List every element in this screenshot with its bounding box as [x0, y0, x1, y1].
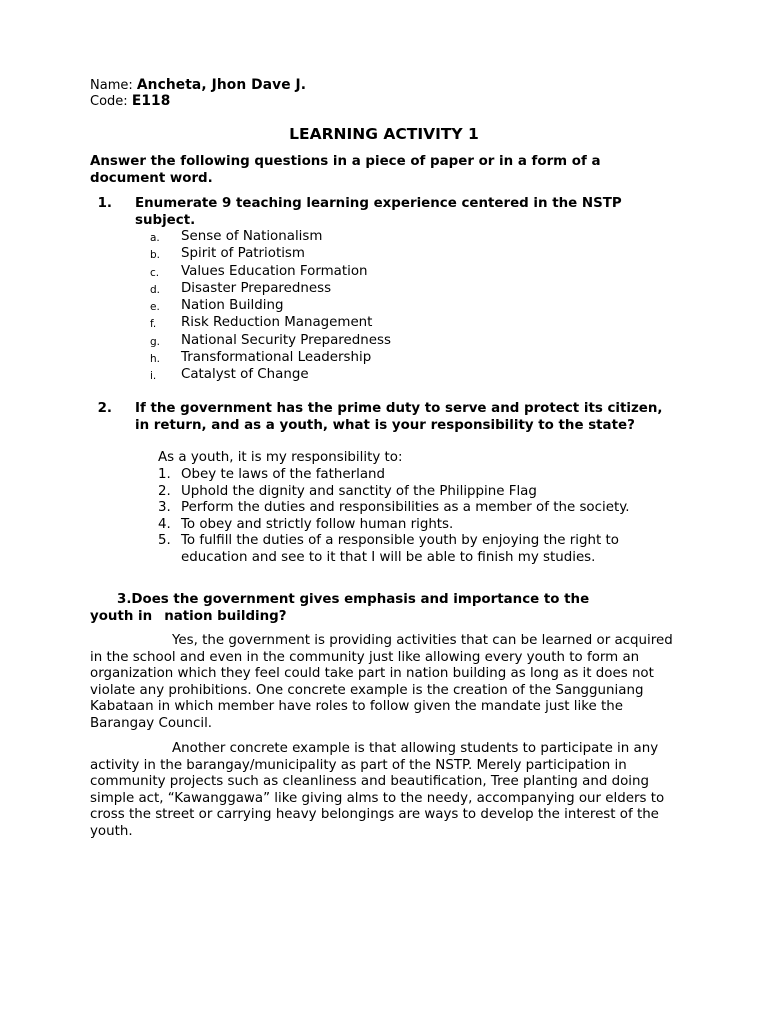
list-marker: b. — [150, 249, 161, 262]
list-marker: 3. — [158, 500, 171, 516]
question-2-answers — [150, 467, 680, 567]
question-2-text: If the government has the prime duty to serve and protect its citizen, in return, and as a youth, what is your responsibility to the state? — [135, 401, 663, 433]
list-item-text: Obey te laws of the fatherland — [181, 467, 386, 482]
question-3 — [90, 592, 680, 625]
list-marker: 4. — [158, 516, 171, 532]
answer-paragraph-1: Yes, the government is providing activities that can be learned or acquired in the school and even in the community just like allowing every youth to form an organization which they feel could take part in nation building as long as it does not violate any prohibitions. One concrete example is the creation of the Sangguniang Kabataan in which member have roles to follow given the mandate just like the Barangay Council. — [90, 633, 673, 731]
list-item — [150, 467, 680, 484]
list-marker: 2. — [158, 483, 171, 499]
list-item-text: Risk Reduction Management — [181, 315, 373, 331]
list-item — [150, 533, 680, 566]
question-3-line-2b: nation building? — [164, 608, 287, 624]
code-line — [90, 93, 170, 111]
list-marker: c. — [150, 266, 160, 279]
list-marker: e. — [150, 301, 160, 314]
list-item-text: Catalyst of Change — [181, 367, 309, 383]
list-item — [150, 517, 680, 534]
list-marker: f. — [150, 318, 157, 331]
code-value: E118 — [131, 93, 171, 109]
document-title: LEARNING ACTIVITY 1 — [289, 125, 479, 143]
list-item-text: Sense of Nationalism — [181, 229, 323, 244]
name-value: Ancheta, Jhon Dave J. — [136, 77, 307, 93]
list-item-text: National Security Preparedness — [181, 332, 391, 348]
list-item — [150, 484, 680, 501]
list-item-text: Transformational Leadership — [181, 350, 372, 366]
question-3-line-1: 3.Does the government gives emphasis and importance to the — [117, 592, 590, 607]
answer-paragraph-2: Another concrete example is that allowing students to participate in any activity in the barangay/municipality as part of the NSTP. Merely participation in community projects such as cleanliness and beautification, Tree planting and doing simple act, “Kawanggawa” like giving alms to the needy, accompanying our elders to cross the street or carrying heavy belongings are ways to develop the interest of the youth. — [90, 741, 665, 839]
name-label: Name: — [90, 78, 133, 93]
code-label: Code: — [90, 94, 128, 109]
list-item-text: Disaster Preparedness — [181, 280, 332, 296]
list-marker: h. — [150, 353, 160, 366]
question-1-number: 1. — [97, 196, 112, 211]
list-item-text: Perform the duties and responsibilities as a member of the society. — [181, 500, 630, 516]
question-2-number: 2. — [97, 401, 112, 416]
question-1-text: Enumerate 9 teaching learning experience centered in the NSTP subject. — [135, 196, 622, 228]
question-3-line-2a: youth in — [90, 608, 153, 624]
list-marker: 1. — [158, 467, 171, 482]
list-item-text: Values Education Formation — [181, 263, 368, 279]
name-line — [90, 77, 306, 95]
list-marker: a. — [150, 232, 160, 244]
question-2-lead: As a youth, it is my responsibility to: — [158, 450, 403, 465]
list-marker: 5. — [158, 533, 171, 549]
instructions: Answer the following questions in a piece of paper or in a form of a document word. — [90, 154, 601, 186]
list-marker: g. — [150, 335, 161, 348]
list-item-text: To obey and strictly follow human rights. — [181, 516, 454, 532]
list-item-text: Uphold the dignity and sanctity of the Philippine Flag — [181, 483, 537, 499]
list-item-text: Nation Building — [181, 298, 284, 314]
list-marker: d. — [150, 283, 161, 296]
question-3-line-2 — [90, 609, 680, 626]
list-item-text: Spirit of Patriotism — [181, 246, 305, 262]
list-item-text: To fulfill the duties of a responsible youth by enjoying the right to education and see to it that I will be able to finish my studies. — [181, 533, 619, 565]
list-item — [150, 500, 680, 517]
list-marker: i. — [150, 370, 157, 383]
